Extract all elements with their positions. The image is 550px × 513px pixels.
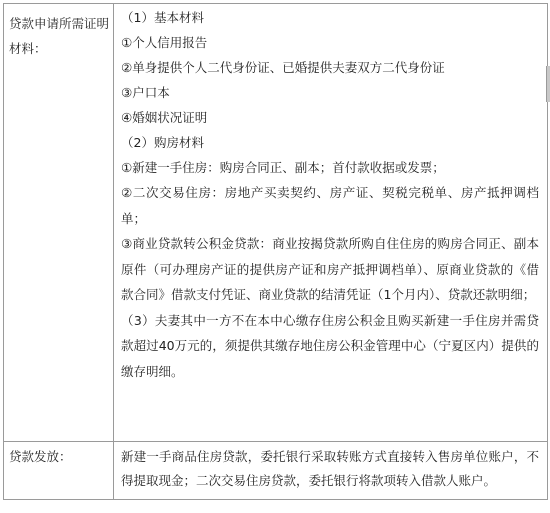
section-note-spouse: （3）夫妻其中一方不在本中心缴存住房公积金且购买新建一手住房并需贷款超过40万元的，须提供其缴存地住房公积金管理中心（宁夏区内）提供的缴存明细。 [121,312,539,379]
table-row-disbursement [4,442,548,500]
list-item: ④婚姻状况证明 [121,110,208,125]
row-label-cell [4,442,114,500]
disbursement-text: 新建一手商品住房贷款，委托银行采取转账方式直接转入售房单位账户，不得提取现金；二次交易住房贷款，委托银行将款项转入借款人账户。 [121,449,539,488]
loan-requirements-table [3,3,548,500]
row-content-cell [114,4,548,442]
row-content-cell [114,442,548,500]
list-item: ③商业贷款转公积金贷款：商业按揭贷款所购自住住房的购房合同正、副本原件（可办理房产证的提供房产证和房产抵押调档单）、原商业贷款的《借款合同》借款支付凭证、商业贷款的结清凭证（1个月内）、贷款还款明细； [121,236,539,302]
section-heading-basic: （1）基本材料 [121,10,204,25]
row-label-cell [4,4,114,442]
list-item: ③户口本 [121,85,170,100]
scrollbar-thumb[interactable] [546,66,550,102]
section-heading-purchase: （2）购房材料 [121,135,204,150]
list-item: ②单身提供个人二代身份证、已婚提供夫妻双方二代身份证 [121,60,445,75]
list-item: ①新建一手住房：购房合同正、副本；首付款收据或发票； [121,160,445,175]
row-label: 贷款发放： [9,449,72,464]
row-label: 贷款申请所需证明材料： [9,16,110,56]
list-item: ①个人信用报告 [121,35,208,50]
table-row-materials [4,4,548,442]
list-item: ②二次交易住房：房地产买卖契约、房产证、契税完税单、房产抵押调档单； [121,185,539,226]
